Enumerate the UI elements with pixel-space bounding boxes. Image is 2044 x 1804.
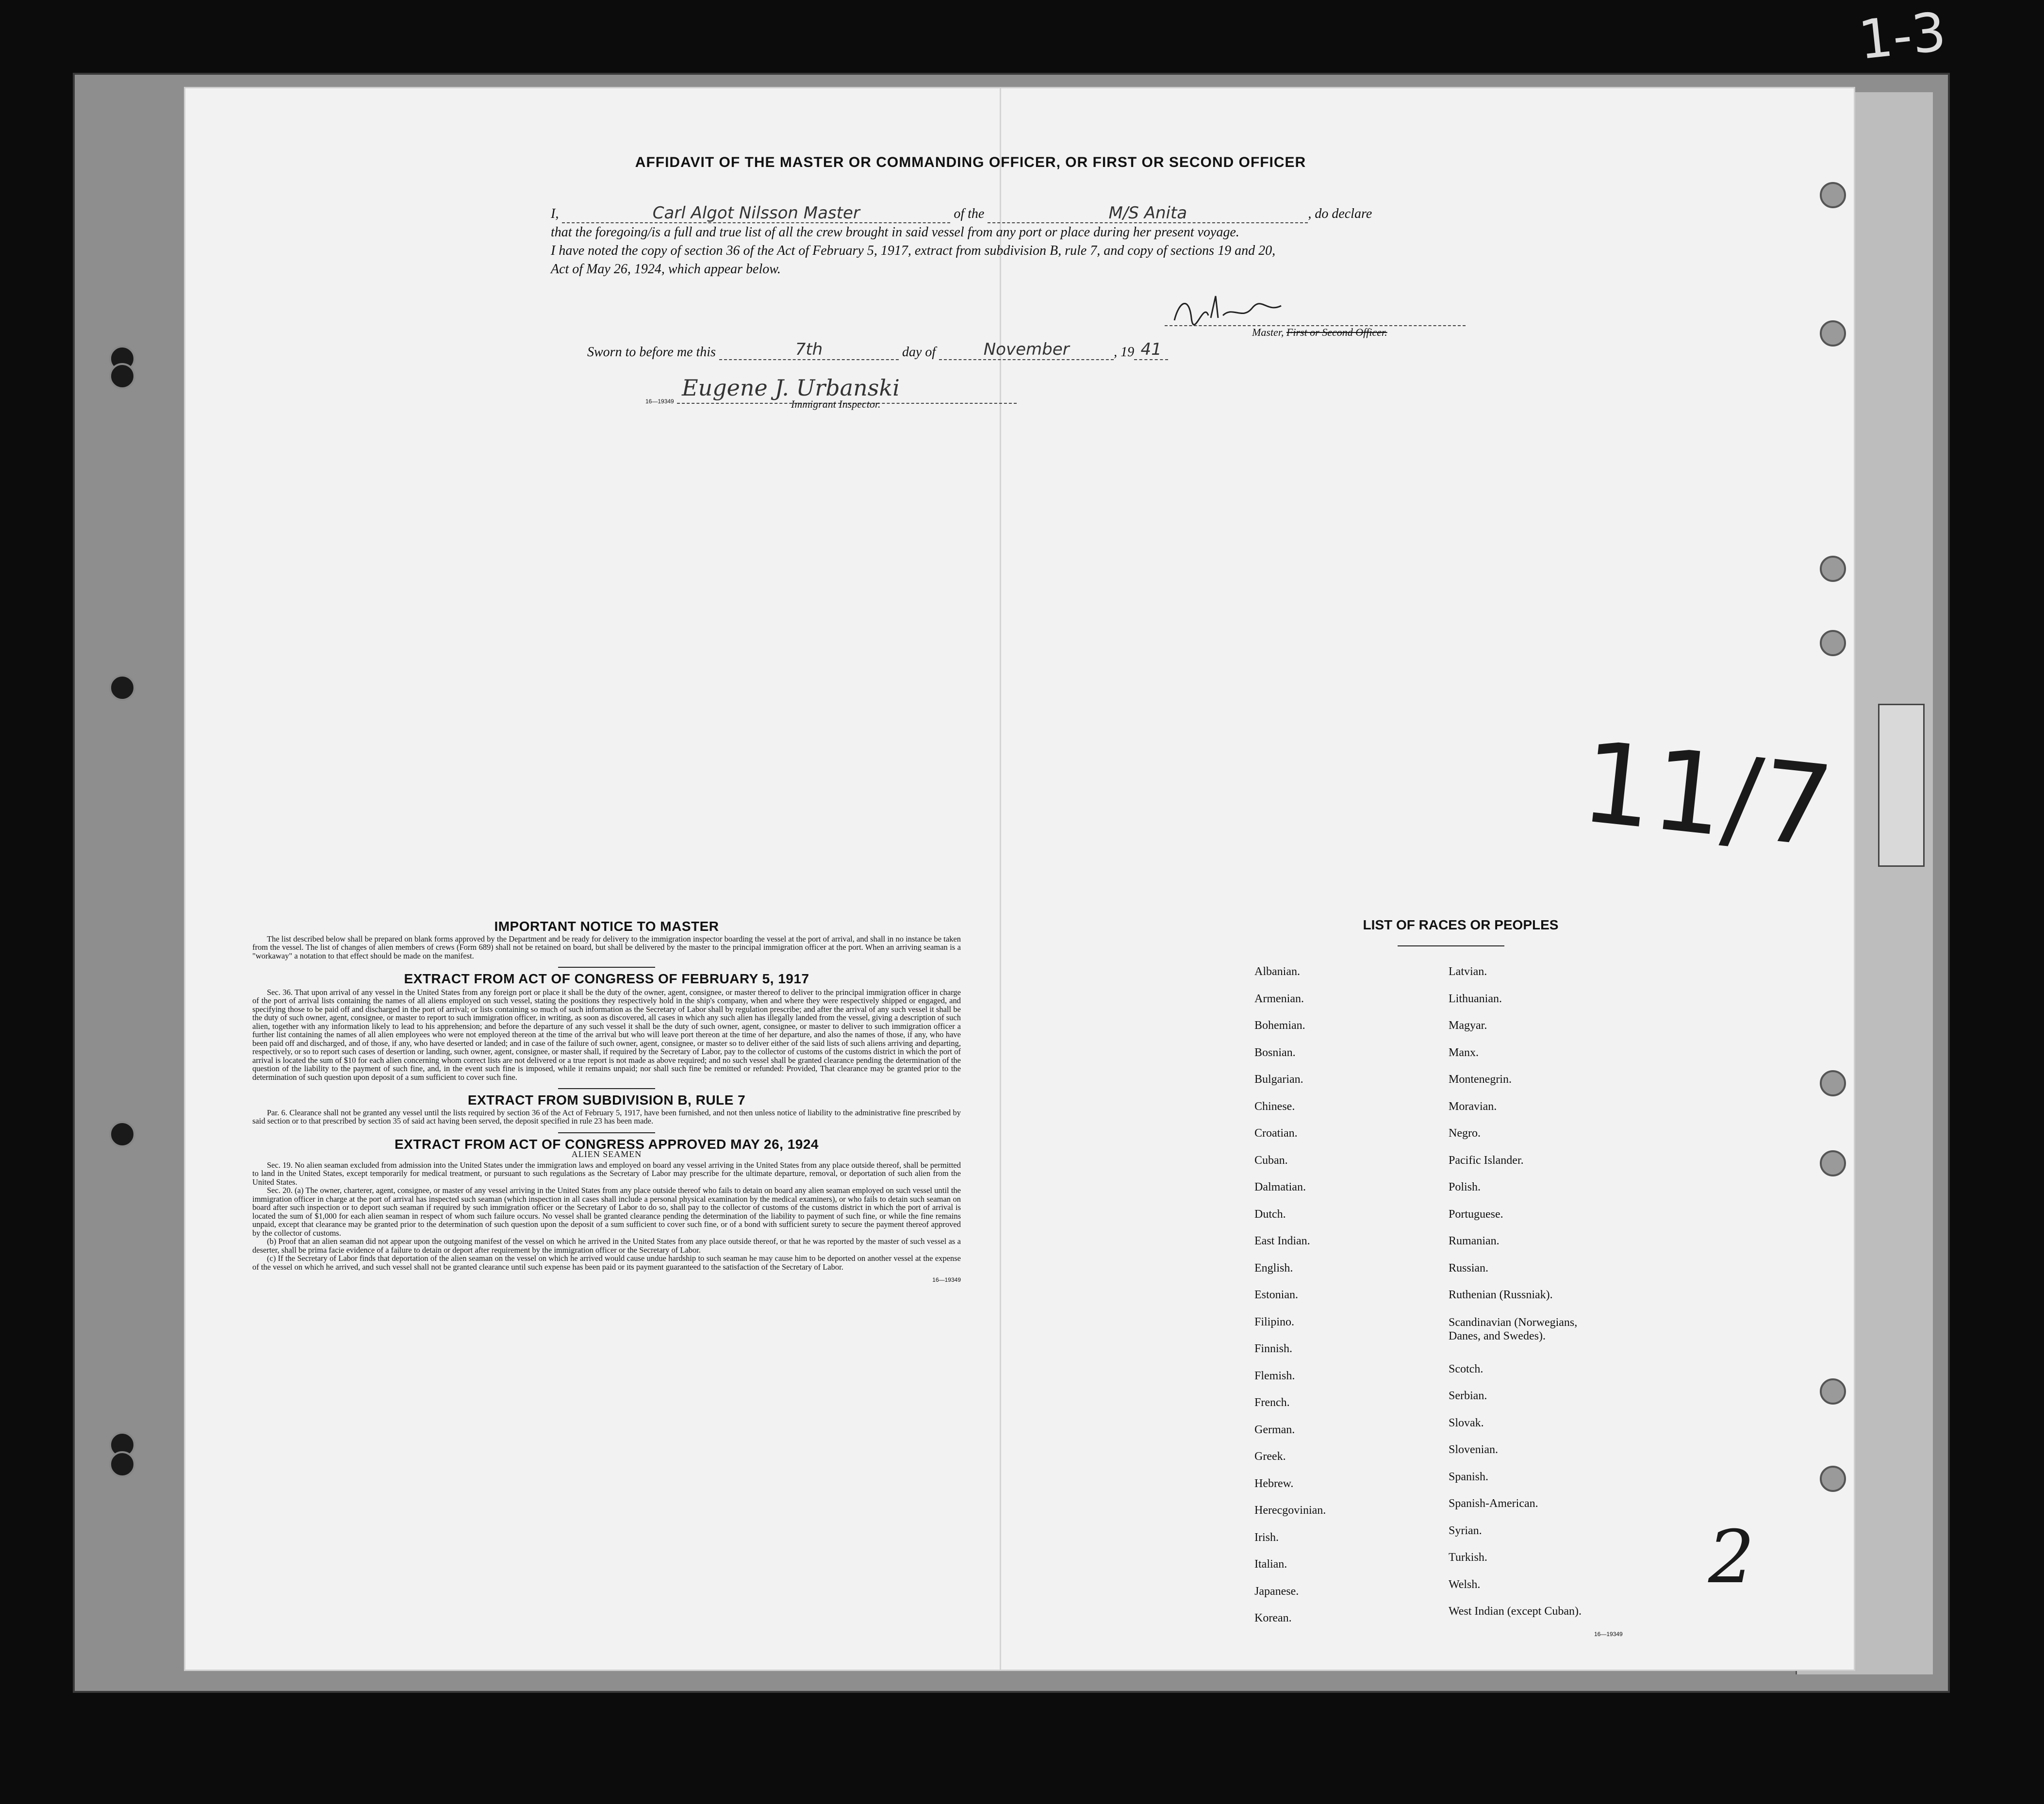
race-item: Ruthenian (Russniak).	[1449, 1289, 1553, 1301]
inspector-caption: Immigrant Inspector.	[791, 398, 881, 410]
affidavit-line-1	[551, 204, 1502, 223]
race-item: Latvian.	[1449, 965, 1487, 978]
race-item: Dutch.	[1254, 1208, 1286, 1221]
binder-hole	[1820, 630, 1846, 656]
race-item: Negro.	[1449, 1127, 1481, 1140]
binder-hole	[109, 1121, 135, 1147]
extract1-body: Sec. 36. That upon arrival of any vessel in the United States from any foreign port or place it shall be the duty of the owner, agent, consignee, or master thereof to deliver to the principal immigration officer in charge of the port of arrival lists containing the names of all aliens employed on such vessel, stating the positions they respectively hold in the ship's company, when and where they were respectively shipped or engaged, and specifying those to be paid off and discharged in the port of arrival; or lists containing so much of such information as the Secretary of Labor shall by regulation prescribe; and after the arrival of any such vessel it shall be the duty of such owner, agent, consignee, or master to report to such immigration officer, in writing, as soon as discovered, all cases in which any such alien has illegally landed from the vessel, giving a description of such alien, together with any information likely to lead to his apprehension; and before the departure of any such vessel it shall be the duty of such owner, agent, consignee, or master to deliver to such immigration officer a further list containing the names of all alien employees who were not employed thereon at the time of the arrival but who will leave port thereon at the time of her departure, and also the names of those, if any, who have been paid off and discharged, and of those, if any, who have deserted or landed; and in case of the failure of such owner, agent, consignee, or master so to deliver either of the said lists of such aliens arriving and departing, respectively, or so to report such cases of desertion or landing, such owner, agent, consignee, or master shall, if required by the Secretary of Labor, pay to the collector of customs of the customs district in which the port of arrival is located the sum of $10 for each alien concerning whom correct lists are not delivered or a true report is not made as above required; and no such vessel shall be granted clearance pending the determination of the question of the liability to the payment of such fine, and, in the event such fine is imposed, while it remains unpaid; nor shall such fine be remitted or refunded: Provided, That clearance may be granted prior to the determination of such question upon deposit of a sum sufficient to cover such fine.	[252, 987, 961, 1082]
race-item: Flemish.	[1254, 1369, 1295, 1382]
race-item: French.	[1254, 1396, 1290, 1409]
extract3-sec19: Sec. 19. No alien seaman excluded from admission into the United States under the immigration laws and employed on board any vessel arriving in the United States from any place outside thereof, shall be permitted to land in the United States, except temporarily for medical treatment, or pursuant to such regulations as the Secretary of Labor may prescribe for the ultimate departure, removal, or deportation of such alien from the United States.	[252, 1160, 961, 1187]
divider	[1398, 945, 1504, 946]
affidavit-line-2: that the foregoing/is a full and true list of all the crew brought in said vessel from any port or place during her present voyage.	[551, 225, 1239, 240]
document-page	[185, 88, 1854, 1670]
race-item: Manx.	[1449, 1046, 1479, 1059]
race-item: Scandinavian (Norwegians, Danes, and Swedes).	[1449, 1316, 1578, 1342]
race-item: Portuguese.	[1449, 1208, 1503, 1221]
race-item: Slovak.	[1449, 1416, 1484, 1429]
master-signature	[1165, 291, 1466, 326]
race-item: Spanish-American.	[1449, 1497, 1538, 1510]
binder-hole	[1820, 1070, 1846, 1096]
divider	[558, 1132, 655, 1133]
affidavit-title: AFFIDAVIT OF THE MASTER OR COMMANDING OFFICER, OR FIRST OR SECOND OFFICER	[635, 154, 1306, 170]
inspector-signature-text: Eugene J. Urbanski	[682, 375, 900, 401]
race-item: Bulgarian.	[1254, 1073, 1303, 1086]
handwritten-page-number-text: 2	[1708, 1515, 1755, 1600]
notice-intro: The list described below shall be prepared on blank forms approved by the Department and be ready for delivery to the immigration inspector boarding the vessel at the port of arrival, and shall in no instance be taken from the vessel. The list of changes of alien members of crews (Form 689) shall not be retained on board, but shall be delivered by the master to the principal immigration officer at the port. When an arriving seaman is a "workaway" a notation to that effect should be made on the manifest.	[252, 934, 961, 960]
race-item: Bosnian.	[1254, 1046, 1296, 1059]
affidavit-prefix: I,	[551, 206, 559, 221]
race-item: Japanese.	[1254, 1585, 1299, 1598]
race-item: Moravian.	[1449, 1100, 1497, 1113]
race-item: Chinese.	[1254, 1100, 1295, 1113]
master-caption	[1252, 326, 1387, 339]
race-item: Serbian.	[1449, 1390, 1487, 1402]
race-item: Armenian.	[1254, 992, 1304, 1005]
race-item: Pacific Islander.	[1449, 1154, 1524, 1167]
divider	[558, 967, 655, 968]
race-item: Filipino.	[1254, 1315, 1295, 1328]
binder-hole	[1820, 1378, 1846, 1405]
binder-hole	[109, 363, 135, 389]
race-item: German.	[1254, 1423, 1295, 1436]
sworn-day-handwritten: 7th	[719, 340, 899, 360]
extract2-title: EXTRACT FROM SUBDIVISION B, RULE 7	[467, 1092, 746, 1108]
race-item: Italian.	[1254, 1558, 1287, 1571]
race-item: Greek.	[1254, 1450, 1286, 1463]
extract2-body: Par. 6. Clearance shall not be granted any vessel until the lists required by section 36 of the Act of February 5, 1917, have been furnished, and not then unless notice of liability to the administrative fine prescribed by said section or to that prescribed by section 35 of said act having been served, the deposit specified in rule 23 has been made.	[252, 1108, 961, 1125]
struck-officer-label: First or Second Officer.	[1286, 326, 1387, 338]
race-item: Korean.	[1254, 1612, 1292, 1624]
affidavit-line-3: I have noted the copy of section 36 of the Act of February 5, 1917, extract from subdivision B, rule 7, and copy of sections 19 and 20,	[551, 243, 1276, 258]
sworn-line	[587, 340, 1168, 360]
race-item: Polish.	[1449, 1181, 1481, 1193]
race-item: Hebrew.	[1254, 1477, 1294, 1490]
handwritten-date	[1575, 717, 1839, 873]
affidavit-form-number: 16—19349	[645, 398, 674, 405]
corner-page-mark: 1-3	[1855, 0, 1949, 72]
race-item: Magyar.	[1449, 1019, 1487, 1032]
races-right-column	[1449, 959, 1582, 1625]
binder-hole	[1820, 320, 1846, 347]
race-item: Bohemian.	[1254, 1019, 1305, 1032]
race-item: Cuban.	[1254, 1154, 1288, 1167]
race-item: Spanish.	[1449, 1470, 1489, 1483]
binder-hole	[1820, 1150, 1846, 1176]
notice-title: IMPORTANT NOTICE TO MASTER	[494, 919, 719, 934]
race-item: Lithuanian.	[1449, 992, 1502, 1005]
race-item: Irish.	[1254, 1531, 1279, 1544]
notice-form-number: 16—19349	[932, 1276, 961, 1283]
master-label: Master,	[1252, 326, 1284, 338]
handwritten-date-strokes	[1575, 717, 1839, 873]
handwritten-date-text: 11/7	[1575, 717, 1839, 873]
sworn-label: Sworn to before me this	[587, 345, 716, 360]
sworn-month-handwritten: November	[939, 340, 1114, 360]
race-item: West Indian (except Cuban).	[1449, 1605, 1582, 1618]
affidavit-body	[551, 204, 1502, 279]
extract3-subtitle: ALIEN SEAMEN	[571, 1149, 642, 1159]
race-item: Russian.	[1449, 1261, 1489, 1274]
race-item: East Indian.	[1254, 1235, 1310, 1247]
race-item: Croatian.	[1254, 1127, 1298, 1140]
binder-hole	[109, 675, 135, 701]
affidavit-line-4: Act of May 26, 1924, which appear below.	[551, 262, 781, 277]
race-item: Finnish.	[1254, 1342, 1293, 1355]
race-item: Herecgovinian.	[1254, 1504, 1326, 1517]
extract3-sec20b: (b) Proof that an alien seaman did not appear upon the outgoing manifest of the vessel on which he arrived in the United States from any place outside thereof, or that he was reported by the master of such vessel as a deserter, shall be prima facie evidence of a failure to detain or deport after requirement by the immigration officer or the Secretary of Labor.	[252, 1237, 961, 1255]
divider	[558, 1088, 655, 1089]
race-item: Welsh.	[1449, 1578, 1481, 1591]
extract3-sec20c: (c) If the Secretary of Labor finds that deportation of the alien seaman on the vessel on which he arrived would cause undue hardship to such seaman he may cause him to be deported on another vessel at the expense of the vessel on which he arrived, and such vessel shall not be granted clearance until such expense has been paid or its payment guaranteed to the satisfaction of the Secretary of Labor.	[252, 1254, 961, 1272]
page-tab	[1878, 704, 1925, 867]
races-title: LIST OF RACES OR PEOPLES	[1363, 917, 1559, 932]
race-item: Scotch.	[1449, 1362, 1484, 1375]
race-item: Albanian.	[1254, 965, 1300, 978]
master-name-handwritten: Carl Algot Nilsson Master	[562, 204, 950, 223]
race-item: Syrian.	[1449, 1524, 1482, 1537]
binder-hole	[109, 1451, 135, 1477]
handwritten-page-number-strokes	[1703, 1515, 1781, 1600]
binder-hole	[1820, 182, 1846, 208]
page-fold	[1000, 88, 1001, 1670]
race-item: Montenegrin.	[1449, 1073, 1512, 1086]
race-item: Dalmatian.	[1254, 1181, 1306, 1193]
important-notice	[252, 919, 961, 1285]
race-item: Slovenian.	[1449, 1443, 1498, 1456]
extract3-sec20a: Sec. 20. (a) The owner, charterer, agent, consignee, or master of any vessel arriving in the United States from any place outside thereof who fails to detain on board any alien seaman employed on such vessel until the immigration officer in charge at the port of arrival has inspected such seaman (which inspection in all cases shall include a personal physical examination by the medical examiners), or who fails to detain such seaman on board after such inspection or to deport such seaman if required by such immigration officer or the Secretary of Labor to do so, shall pay to the collector of customs of the customs district in which the port of arrival is located the sum of $1,000 for each alien seaman in respect of whom such failure occurs. No vessel shall be granted clearance pending the determination of the liability to payment of such fine, or while the fine remains unpaid, except that clearance may be granted prior to the determination of such question upon the deposit of a sum sufficient to cover such fine, or of a bond with sufficient surety to secure the payment thereof approved by the collector of customs.	[252, 1186, 961, 1238]
vessel-name-handwritten: M/S Anita	[988, 204, 1308, 223]
handwritten-page-number	[1703, 1515, 1781, 1600]
race-item: Turkish.	[1449, 1551, 1487, 1564]
day-of-label: day of	[902, 345, 936, 360]
race-item: Estonian.	[1254, 1289, 1298, 1301]
of-the-label: of the	[954, 206, 985, 221]
race-item: Rumanian.	[1449, 1235, 1500, 1247]
year-prefix: , 19	[1114, 345, 1135, 360]
races-left-column	[1254, 959, 1326, 1632]
races-form-number: 16—19349	[1594, 1631, 1623, 1638]
binder-hole	[1820, 1466, 1846, 1492]
binder-hole	[1820, 556, 1846, 582]
race-item: English.	[1254, 1261, 1293, 1274]
declare-label: , do declare	[1308, 206, 1372, 221]
master-signature-scrawl	[1170, 291, 1296, 325]
extract1-title: EXTRACT FROM ACT OF CONGRESS OF FEBRUARY 5, 1917	[404, 971, 809, 986]
extract3-title: EXTRACT FROM ACT OF CONGRESS APPROVED MAY 26, 1924	[395, 1136, 819, 1152]
sworn-year-handwritten: 41	[1134, 340, 1168, 360]
